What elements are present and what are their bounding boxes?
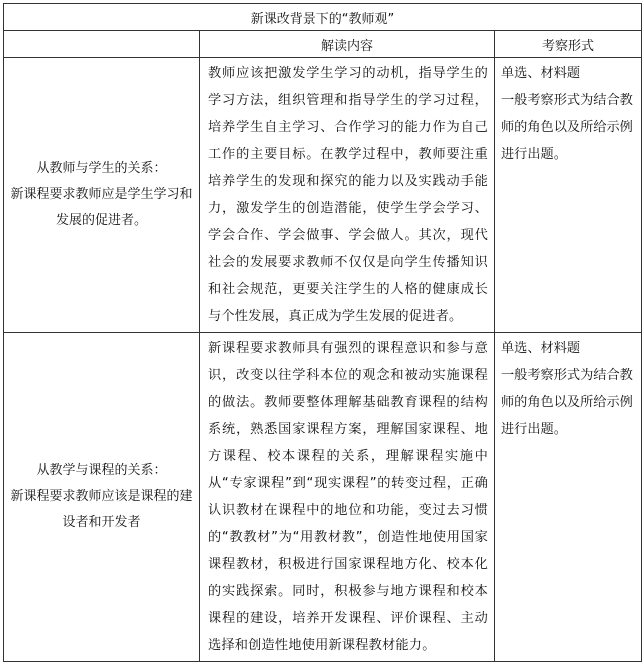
teacher-view-table bbox=[3, 3, 642, 662]
header-exam-format: 考察形式 bbox=[495, 31, 642, 58]
header-relation bbox=[4, 31, 200, 58]
table-row bbox=[4, 333, 642, 662]
relation-heading: 从教学与课程的关系： bbox=[36, 463, 167, 478]
relation-heading: 从教师与学生的关系： bbox=[36, 161, 167, 176]
exam-question-types: 单选、材料题 bbox=[501, 66, 581, 81]
relation-cell bbox=[4, 333, 200, 662]
table-row bbox=[4, 58, 642, 333]
exam-description: 一般考察形式为结合教师的角色以及所给示例进行出题。 bbox=[501, 368, 633, 437]
content-cell: 教师应该把激发学生学习的动机，指导学生的学习方法，组织管理和指导学生的学习过程，培养学生自主学习、合作学习的能力作为自己工作的主要目标。在教学过程中，教师要注重培养学生的发现和探究的能力以及实践动手能力，激发学生的创造潜能，使学生学会学习、学会合作、学会做事、学会做人。其次，现代社会的发展要求教师不仅仅是向学生传播知识和社会规范，更要关注学生的人格的健康成长与个性发展，真正成为学生发展的促进者。 bbox=[200, 58, 495, 333]
exam-description: 一般考察形式为结合教师的角色以及所给示例进行出题。 bbox=[501, 93, 633, 162]
header-content: 解读内容 bbox=[200, 31, 495, 58]
exam-question-types: 单选、材料题 bbox=[501, 341, 581, 356]
relation-description: 新课程要求教师应该是课程的建设者和开发者 bbox=[10, 489, 193, 530]
relation-description: 新课程要求教师应是学生学习和发展的促进者。 bbox=[10, 187, 193, 228]
table-title: 新课改背景下的“教师观” bbox=[4, 4, 642, 31]
exam-format-cell bbox=[495, 58, 642, 333]
content-cell: 新课程要求教师具有强烈的课程意识和参与意识，改变以往学科本位的观念和被动实施课程的做法。教师要整体理解基础教育课程的结构系统，熟悉国家课程方案，理解国家课程、地方课程、校本课程的关系，理解课程实施中从“专家课程”到“现实课程”的转变过程，正确认识教材在课程中的地位和功能，变过去习惯的“教教材”为“用教材教”，创造性地使用国家课程教材，积极进行国家课程地方化、校本化的实践探索。同时，积极参与地方课程和校本课程的建设，培养开发课程、评价课程、主动选择和创造性地使用新课程教材能力。 bbox=[200, 333, 495, 662]
relation-cell bbox=[4, 58, 200, 333]
exam-format-cell bbox=[495, 333, 642, 662]
